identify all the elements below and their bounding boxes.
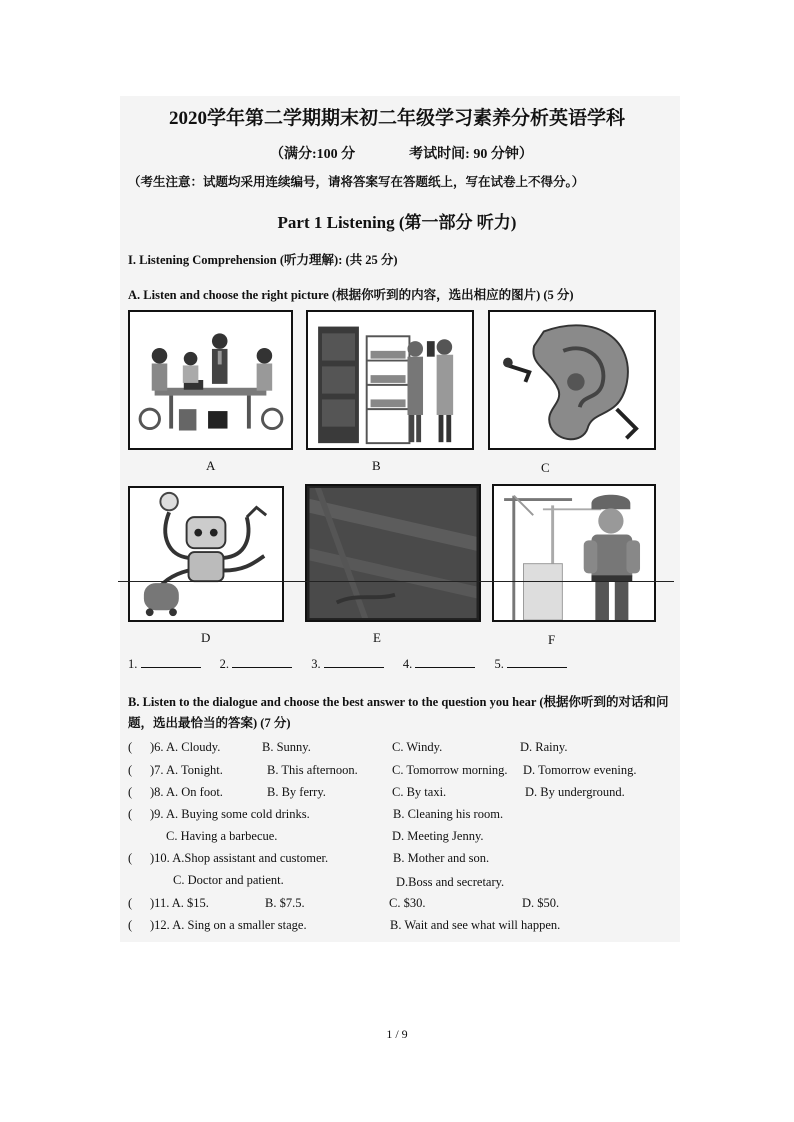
picture-f — [492, 484, 656, 622]
exam-note: （考生注意：试题均采用连续编号，请将答案写在答题纸上，写在试卷上不得分。） — [128, 175, 585, 189]
blank-5 — [507, 655, 567, 668]
scan-line-artifact — [118, 581, 674, 582]
q8-option-d: D. By underground. — [525, 785, 625, 799]
picture-d-letter: D — [201, 630, 211, 645]
q9-option-c: C. Having a barbecue. — [166, 829, 278, 843]
q8-option-b: B. By ferry. — [267, 785, 326, 799]
ear-icon — [490, 312, 654, 448]
q11-option-b: B. $7.5. — [265, 896, 305, 910]
sectionA-title: A. Listen and choose the right picture (根据你听到的内容，选出相应的图片) (5 分) — [128, 288, 574, 302]
q12-option-a: )12. A. Sing on a smaller stage. — [150, 918, 307, 932]
picture-c-letter: C — [541, 460, 550, 475]
q8-option-a: )8. A. On foot. — [150, 785, 223, 799]
q11-option-d: D. $50. — [522, 896, 560, 910]
blank-4 — [415, 655, 475, 668]
blank-3-label: 3. — [311, 657, 321, 671]
sectionA-answer-blanks — [128, 655, 583, 672]
q11-paren: ( — [128, 896, 133, 910]
construction-worker-icon — [494, 486, 654, 620]
q10-option-b: B. Mother and son. — [393, 851, 490, 865]
exam-title: 2020学年第二学期期末初二年级学习素养分析英语学科 — [168, 108, 625, 129]
part1-title: Part 1 Listening (第一部分 听力) — [277, 213, 517, 232]
q7-option-d: D. Tomorrow evening. — [523, 763, 637, 777]
q12-paren: ( — [128, 918, 133, 932]
picture-e — [305, 484, 481, 622]
blank-5-label: 5. — [494, 657, 504, 671]
q6-option-a: )6. A. Cloudy. — [150, 740, 221, 754]
q9-option-b: B. Cleaning his room. — [393, 807, 504, 821]
dark-photo-icon — [307, 486, 479, 620]
q7-option-a: )7. A. Tonight. — [150, 763, 223, 777]
picture-e-letter: E — [373, 630, 381, 645]
picture-b-letter: B — [372, 458, 381, 473]
q6-option-d: D. Rainy. — [520, 740, 568, 754]
q10-option-c: C. Doctor and patient. — [173, 873, 284, 887]
q11-option-c: C. $30. — [389, 896, 426, 910]
q12-option-b: B. Wait and see what will happen. — [390, 918, 561, 932]
q8-paren: ( — [128, 785, 133, 799]
q7-option-b: B. This afternoon. — [267, 763, 358, 777]
picture-d — [128, 486, 284, 622]
q6-paren: ( — [128, 740, 133, 754]
sectionB-title: B. Listen to the dialogue and choose the best answer to the question you hear (根据你听到的对话和问题，选出最恰当的答案) (7 分) — [128, 695, 669, 730]
blank-1-label: 1. — [128, 657, 138, 671]
section1-title: I. Listening Comprehension (听力理解): (共 25 分) — [128, 253, 398, 267]
picture-c — [488, 310, 656, 450]
q9-option-a: )9. A. Buying some cold drinks. — [150, 807, 310, 821]
q9-paren: ( — [128, 807, 133, 821]
q6-option-c: C. Windy. — [392, 740, 443, 754]
q11-option-a: )11. A. $15. — [150, 896, 209, 910]
picture-f-letter: F — [548, 632, 556, 647]
blank-1 — [141, 655, 201, 668]
q10-option-d: D.Boss and secretary. — [396, 875, 505, 889]
blank-2-label: 2. — [219, 657, 229, 671]
exam-time: 考试时间: 90 分钟） — [409, 147, 533, 162]
exam-subtitle — [270, 143, 533, 163]
q7-paren: ( — [128, 763, 133, 777]
q7-option-c: C. Tomorrow morning. — [392, 763, 508, 777]
q10-option-a: )10. A.Shop assistant and customer. — [150, 851, 329, 865]
server-room-icon — [308, 312, 472, 448]
blank-2 — [232, 655, 292, 668]
picture-a — [128, 310, 293, 450]
q10-paren: ( — [128, 851, 133, 865]
q8-option-c: C. By taxi. — [392, 785, 447, 799]
q9-option-d: D. Meeting Jenny. — [392, 829, 484, 843]
blank-4-label: 4. — [402, 657, 413, 671]
blank-3 — [324, 655, 384, 668]
housework-robot-icon — [130, 488, 282, 620]
picture-b — [306, 310, 474, 450]
office-meeting-icon — [130, 312, 291, 448]
q6-option-b: B. Sunny. — [262, 740, 311, 754]
full-score: （满分:100 分 — [270, 147, 356, 162]
page-number: 1 / 9 — [386, 1027, 408, 1041]
picture-a-letter: A — [206, 458, 216, 473]
